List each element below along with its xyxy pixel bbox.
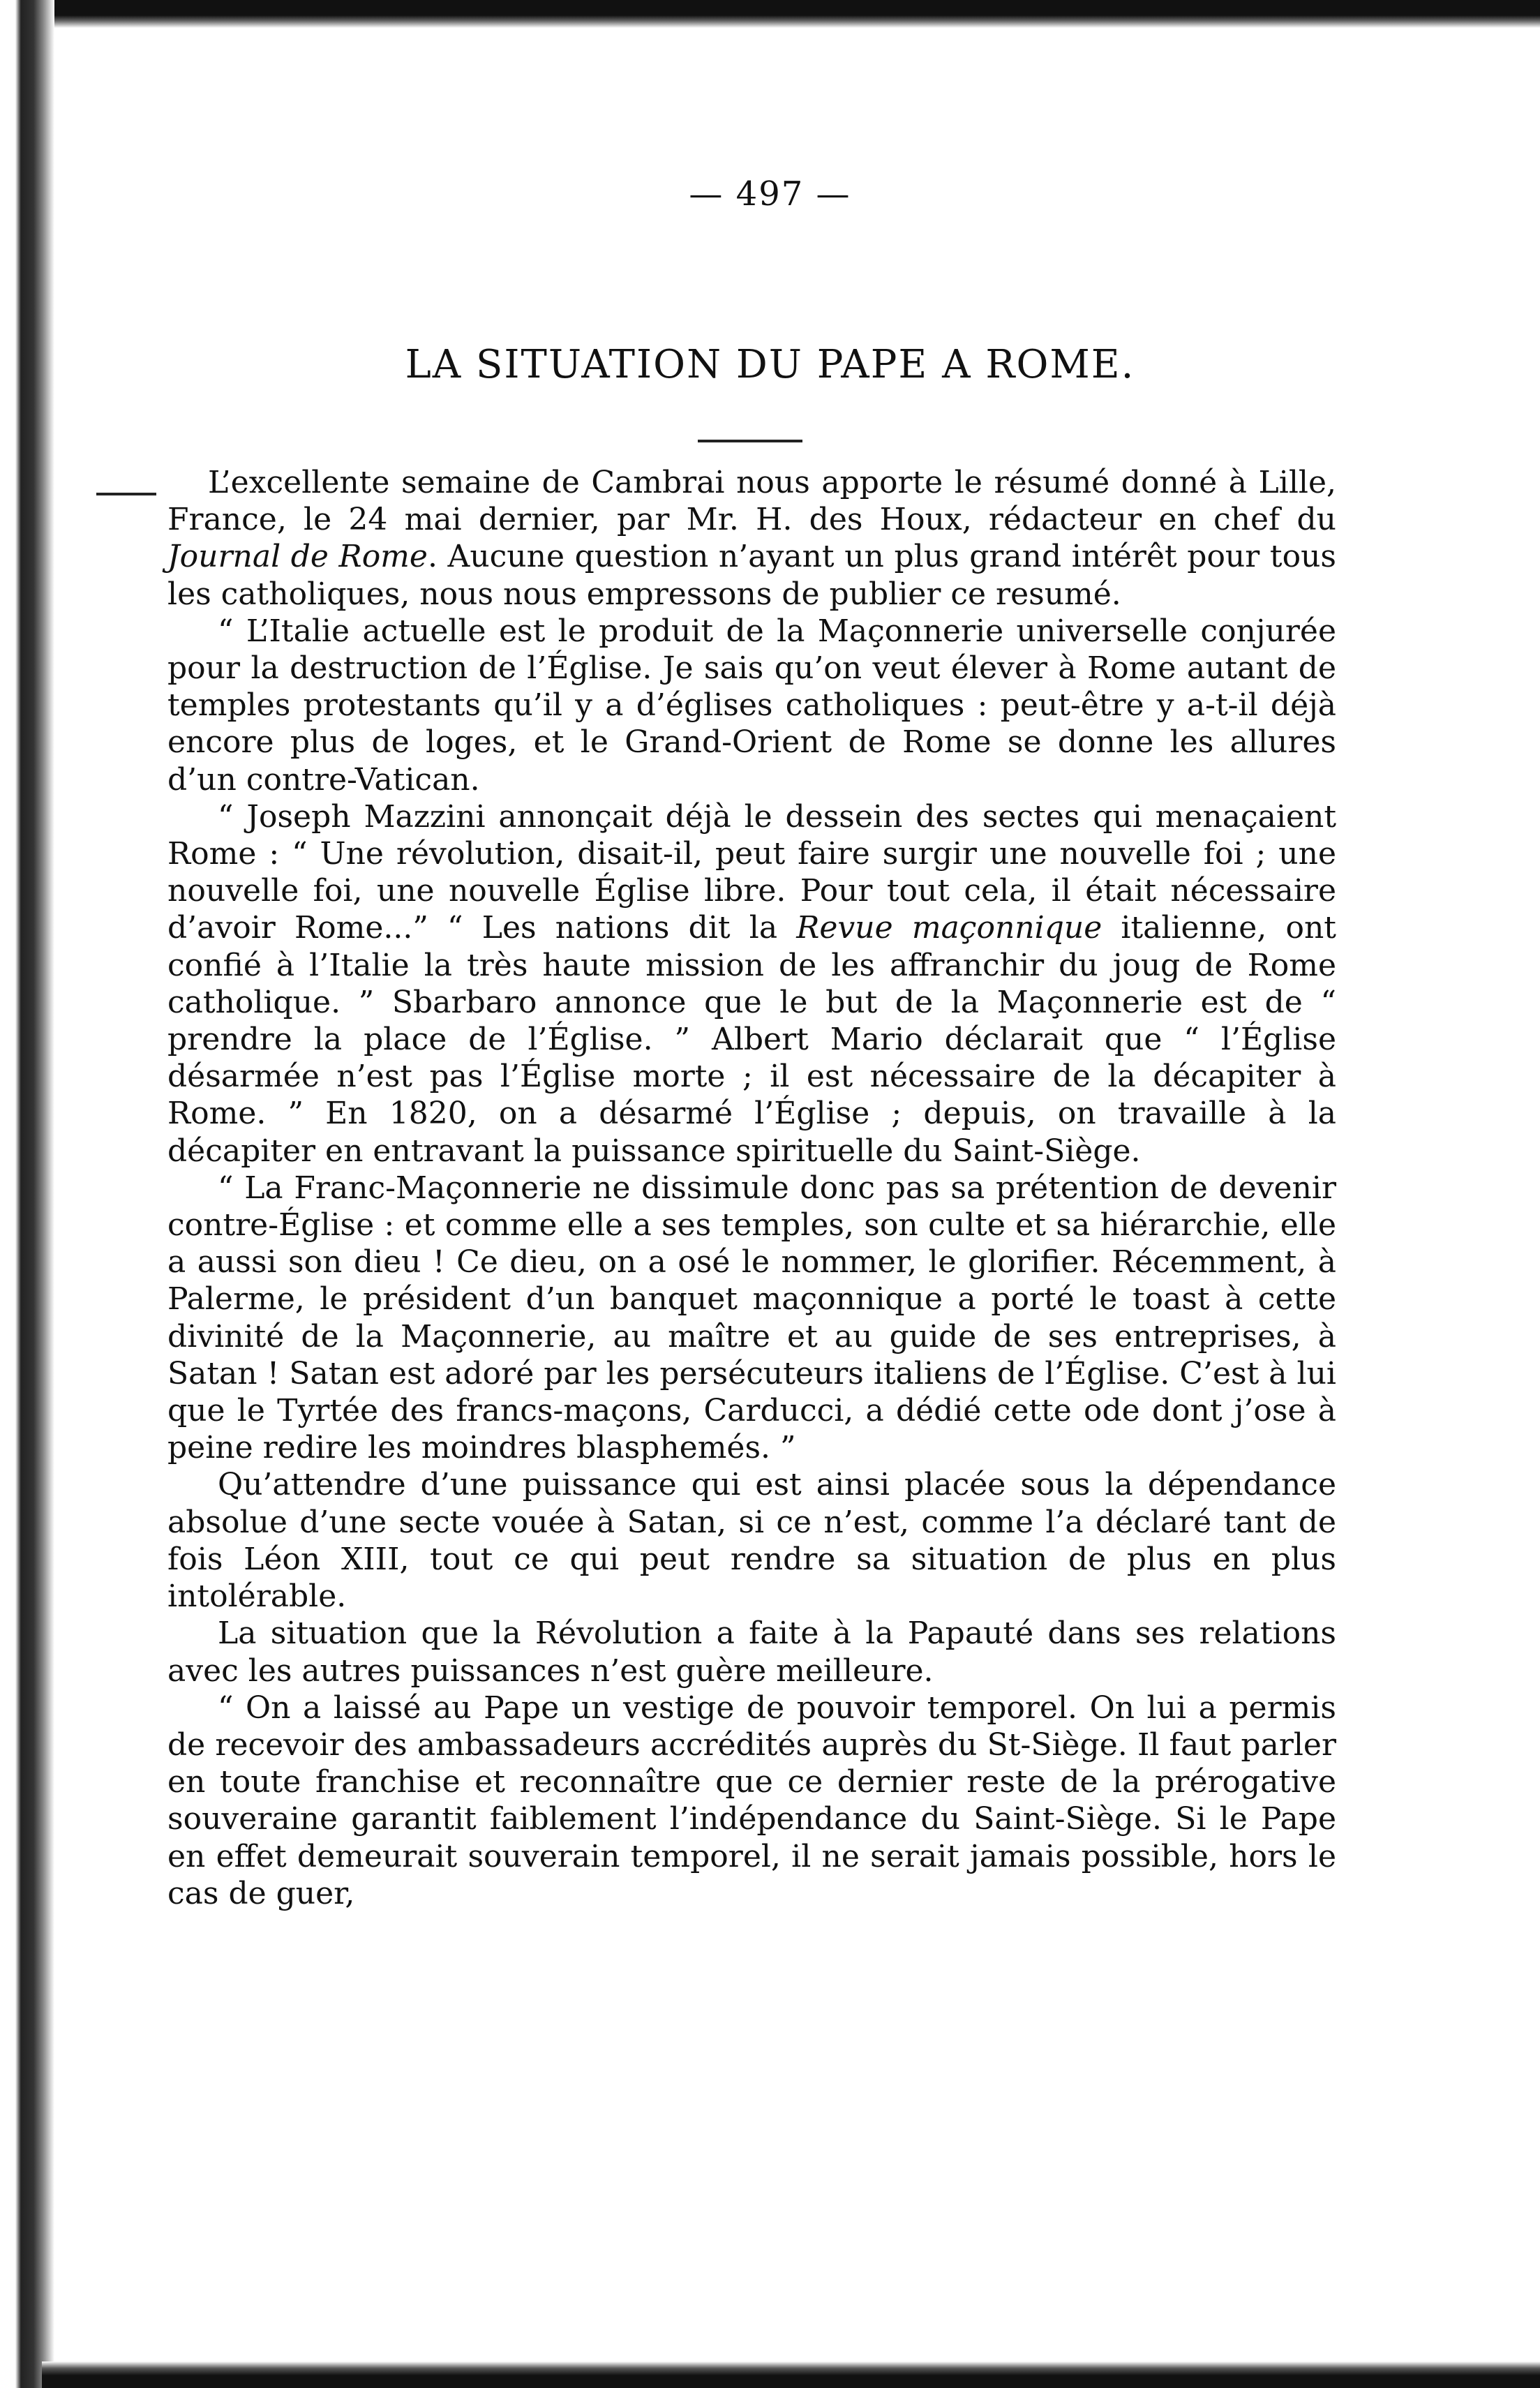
paragraph-mazzini-text-a: “ Joseph Mazzini annonçait déjà le dessein des sectes qui menaçaient Rome : “ Une révolution, disait-il, peut faire surgir une nouvelle foi ; une nouvelle foi, une nouvelle Église libre. Pour tout cela, il était nécessaire d’avoir Rome...” “ Les nations dit la [167, 798, 1336, 946]
paragraph-puissance: Qu’attendre d’une puissance qui est ainsi placée sous la dépendance absolue d’une secte vouée à Satan, si ce n’est, comme l’a déclaré tant de fois Léon XIII, tout ce qui peut rendre sa situation de plus en plus intolérable. [167, 1467, 1336, 1615]
title-rule [698, 440, 802, 442]
revue-name: Revue maçonnique [796, 910, 1102, 946]
journal-name: Journal de Rome [167, 539, 428, 575]
scan-bottom-edge [42, 2361, 1540, 2388]
article-title: LA SITUATION DU PAPE A ROME. [405, 342, 1135, 387]
paragraph-intro-text-a: L’excellente semaine de Cambrai nous apporte le résumé donné à Lille, France, le 24 mai dernier, par Mr. H. des Houx, rédacteur en chef du [167, 465, 1336, 538]
paragraph-italie: “ L’Italie actuelle est le produit de la Maçonnerie universelle conjurée pour la destruction de l’Église. Je sais qu’on veut élever à Rome autant de temples protestants qu’il y a d’églises catholiques : peut-être y a-t-il déjà encore plus de loges, et le Grand-Orient de Rome se donne les allures d’un contre-Vatican. [167, 613, 1336, 798]
paragraph-relations: La situation que la Révolution a faite à la Papauté dans ses relations avec les autres puissances n’est guère meilleure. [167, 1615, 1336, 1689]
paragraph-intro [167, 464, 1336, 613]
paragraph-franc-maconnerie: “ La Franc-Maçonnerie ne dissimule donc pas sa prétention de devenir contre-Église : et comme elle a ses temples, son culte et sa hiérarchie, elle a aussi son dieu ! Ce dieu, on a osé le nommer, le glorifier. Récemment, à Palerme, le président d’un banquet maçonnique a porté le toast à cette divinité de la Maçonnerie, au maître et au guide de ses entreprises, à Satan ! Satan est adoré par les persécuteurs italiens de l’Église. C’est à lui que le Tyrtée des francs-maçons, Carducci, a dédié cette ode dont j’ose à peine redire les moindres blasphemés. ” [167, 1170, 1336, 1466]
scan-top-edge [0, 0, 1540, 28]
paragraph-intro-text-b: . Aucune question n’ayant un plus grand intérêt pour tous les catholiques, nous nous empressons de publier ce resumé. [167, 539, 1337, 612]
paragraph-pouvoir-temporel: “ On a laissé au Pape un vestige de pouvoir temporel. On lui a permis de recevoir des ambassadeurs accrédités auprès du St-Siège. Il faut parler en toute franchise et reconnaître que ce dernier reste de la prérogative souveraine garantit faiblement l’indépendance du Saint-Siège. Si le Pape en effet demeurait souverain temporel, il ne serait jamais possible, hors le cas de guer, [167, 1689, 1336, 1911]
paragraph-mazzini [167, 798, 1336, 1170]
paragraph-mazzini-text-b: italienne, ont confié à l’Italie la très haute mission de les affranchir du joug de Rome catholique. ” Sbarbaro annonce que le but de la Maçonnerie est de “ prendre la place de l’Église. ” Albert Mario déclarait que “ l’Église désarmée n’est pas l’Église morte ; il est nécessaire de la décapiter à Rome. ” En 1820, on a désarmé l’Église ; depuis, on travaille à la décapiter en entravant la puissance spirituelle du Saint-Siège. [167, 910, 1336, 1169]
page-number: — 497 — [689, 174, 851, 214]
lead-dash [96, 493, 156, 495]
article-body [167, 464, 1336, 1912]
